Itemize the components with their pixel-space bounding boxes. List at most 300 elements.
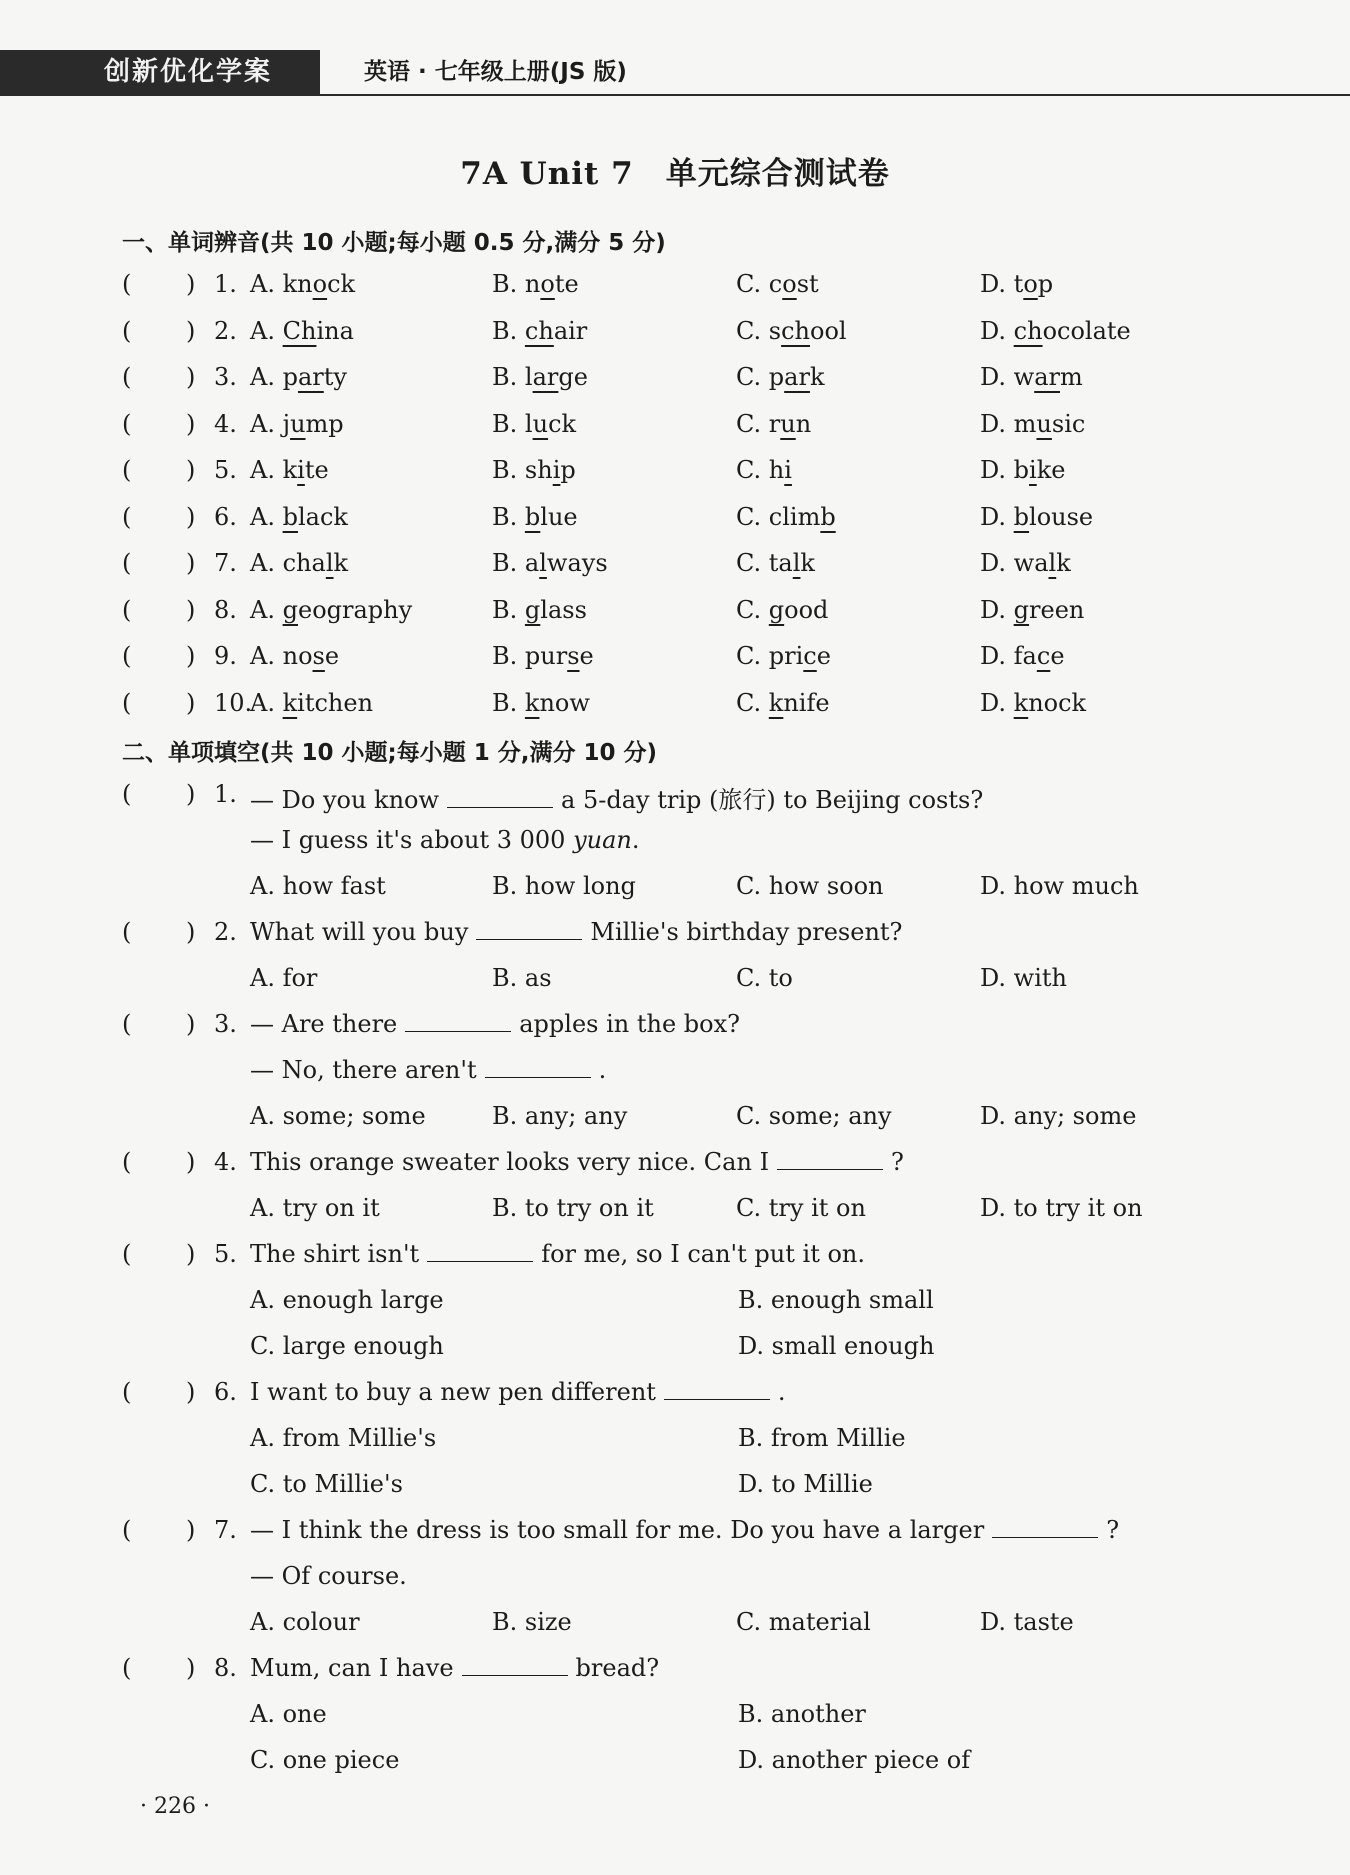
option-b[interactable]: B. enough small [738,1286,934,1314]
option-a[interactable]: A. for [250,964,318,992]
question-line [0,1562,1350,1608]
answer-paren-open[interactable]: ( [122,270,132,298]
option-b[interactable] [492,503,578,531]
option-d[interactable]: D. taste [980,1608,1074,1636]
question-number: 9. [214,642,237,670]
option-d[interactable] [980,410,1085,438]
answer-paren-open[interactable]: ( [122,642,132,670]
word-part: now [539,688,590,717]
answer-paren-open[interactable]: ( [122,1654,132,1682]
word-part: no [282,642,313,670]
word-part: fa [1013,642,1037,670]
question-row [0,317,1350,363]
option-row [0,1424,1350,1470]
question-number: 8. [214,595,237,624]
option-letter: D. [980,642,1007,670]
option-d[interactable] [980,596,1084,624]
option-c[interactable] [736,270,819,298]
underlined-letters: c [1036,642,1051,670]
option-b[interactable]: B. as [492,964,552,992]
question-row [0,270,1350,316]
underlined-letters: g [524,595,541,624]
word-part: m [1013,409,1037,438]
answer-paren-close: ) [186,1654,196,1682]
option-letter: B. [492,409,518,438]
option-a[interactable]: A. how fast [250,872,386,900]
word-part: ge [558,363,588,391]
question-stem: I want to buy a new pen different . [250,1378,786,1406]
option-a[interactable]: A. one [250,1700,327,1728]
option-c[interactable]: C. one piece [250,1746,400,1774]
option-c[interactable] [736,363,824,391]
option-c[interactable]: C. large enough [250,1332,444,1360]
option-d[interactable] [980,363,1083,391]
option-letter: C. [736,502,762,531]
option-letter: C. [736,409,762,438]
option-letter: C. [736,549,762,577]
option-b[interactable] [492,363,588,391]
question-number: 5. [214,1240,237,1268]
answer-paren-open[interactable]: ( [122,595,132,624]
option-letter: B. [492,549,518,577]
word-part: e [1050,642,1065,670]
underlined-letters: k [768,688,784,717]
underlined-letters: k [524,688,540,717]
option-letter: C. [736,688,762,717]
question-number: 1. [214,270,237,298]
option-b[interactable]: B. from Millie [738,1424,906,1452]
word-part: n [524,270,541,298]
option-letter: B. [492,316,518,345]
answer-paren-close: ) [186,363,196,391]
option-letter: D. [980,595,1007,624]
word-part: e [579,642,594,670]
option-letter: B. [492,595,518,624]
question-row [0,363,1350,409]
option-row [0,1470,1350,1516]
word-part: te [304,456,329,484]
answer-paren-open[interactable]: ( [122,1010,132,1038]
word-part: lack [297,502,348,531]
question-row [0,1010,1350,1056]
option-letter: A. [250,270,275,298]
underlined-letters: i [297,456,305,484]
underlined-letters: b [282,502,298,531]
word-part: nock [1028,688,1087,717]
question-line [0,826,1350,872]
underlined-letters: g [768,595,785,624]
option-d[interactable]: D. how much [980,872,1139,900]
option-a[interactable] [250,363,347,391]
answer-paren-close: ) [186,1240,196,1268]
word-part: eography [297,595,413,624]
option-c[interactable] [736,596,828,624]
question-number: 2. [214,918,237,946]
word-part: sh [524,456,553,484]
option-a[interactable]: A. try on it [250,1194,380,1222]
answer-paren-close: ) [186,1378,196,1406]
underlined-letters: u [290,409,306,438]
option-letter: D. [980,456,1007,484]
option-a[interactable]: A. from Millie's [250,1424,437,1452]
option-letter: A. [250,549,275,577]
question-row [0,1654,1350,1700]
answer-paren-open[interactable]: ( [122,918,132,946]
word-part: ck [548,409,577,438]
underlined-letters: b [820,502,836,531]
option-letter: B. [492,502,518,531]
question-stem: — Do you know a 5-day trip (旅行) to Beijing costs? [250,786,984,814]
question-stem: — I think the dress is too small for me. Do you have a larger ? [250,1516,1120,1544]
option-c[interactable] [736,549,815,577]
option-b[interactable] [492,456,576,484]
option-d[interactable] [980,642,1065,670]
question-stem: Mum, can I have bread? [250,1654,660,1682]
word-part: t [1013,270,1024,298]
option-a[interactable] [250,596,412,624]
option-d[interactable]: D. to try it on [980,1194,1143,1222]
underlined-letters: ch [524,316,554,345]
underlined-letters: l [792,549,801,577]
page-number: · 226 · [140,1794,210,1819]
question-number: 6. [214,502,237,531]
option-letter: A. [250,316,275,345]
option-row [0,872,1350,918]
answer-paren-open[interactable]: ( [122,502,132,531]
word-part: p [560,456,576,484]
option-a[interactable] [250,642,339,670]
option-c[interactable] [736,689,830,717]
option-letter: C. [736,642,762,670]
option-letter: A. [250,502,275,531]
word-part: st [796,270,819,298]
option-c[interactable]: C. to Millie's [250,1470,403,1498]
option-a[interactable] [250,689,373,717]
question-stem: This orange sweater looks very nice. Can I ? [250,1148,904,1176]
question-number: 4. [214,409,237,438]
answer-blank[interactable] [447,787,553,808]
answer-blank[interactable] [476,919,582,940]
underlined-letters: g [1013,595,1030,624]
word-part: j [282,409,291,438]
underlined-letters: l [1048,549,1057,577]
option-c[interactable] [736,642,831,670]
word-part: ke [1036,456,1066,484]
option-letter: D. [980,688,1007,717]
header-rule [0,94,1350,96]
underlined-letters: u [532,409,549,438]
answer-paren-open[interactable]: ( [122,1148,132,1176]
underlined-letters: k [282,688,298,717]
word-part: kn [282,270,313,298]
word-part: ood [784,595,829,624]
question-row [0,1378,1350,1424]
word-part: m [1059,363,1083,391]
word-part: w [1013,363,1035,391]
word-part: l [524,409,533,438]
option-row [0,1194,1350,1240]
option-d[interactable] [980,317,1131,345]
option-c[interactable] [736,456,792,484]
option-a[interactable] [250,503,348,531]
word-part: k [333,549,349,577]
option-a[interactable] [250,456,329,484]
answer-paren-close: ) [186,918,196,946]
option-a[interactable] [250,270,355,298]
option-row [0,1608,1350,1654]
option-b[interactable]: B. size [492,1608,572,1636]
question-number: 10. [214,688,253,717]
underlined-letters: o [540,270,555,298]
option-letter: D. [980,549,1007,577]
word-part: cha [282,549,326,577]
underlined-letters: o [782,270,797,298]
question-stem-line2: — Of course. [250,1562,407,1590]
underlined-letters: ar [784,363,810,391]
option-letter: C. [736,456,762,484]
option-letter: A. [250,688,275,717]
question-number: 4. [214,1148,237,1176]
question-stem: What will you buy Millie's birthday present? [250,918,903,946]
question-line [0,1056,1350,1102]
question-number: 3. [214,1010,237,1038]
option-letter: C. [736,270,762,298]
question-row [0,642,1350,688]
underlined-letters: ar [297,363,324,391]
answer-paren-open[interactable]: ( [122,363,132,391]
option-c[interactable]: C. some; any [736,1102,892,1130]
question-stem: — Are there apples in the box? [250,1010,741,1038]
option-b[interactable] [492,596,587,624]
word-part: a [524,549,540,577]
option-letter: B. [492,688,518,717]
word-part: wa [1013,549,1049,577]
word-part: ck [327,270,356,298]
underlined-letters: k [1013,688,1029,717]
answer-paren-open[interactable]: ( [122,549,132,577]
answer-paren-open[interactable]: ( [122,688,132,717]
option-c[interactable] [736,410,811,438]
underlined-letters: c [803,642,817,670]
answer-paren-open[interactable]: ( [122,409,132,438]
word-part: ta [768,549,793,577]
word-part: p [282,363,298,391]
underlined-letters: ch [1013,316,1043,345]
word-part: itchen [297,688,374,717]
answer-blank[interactable] [485,1057,591,1078]
answer-blank[interactable] [992,1517,1098,1538]
option-a[interactable] [250,549,348,577]
question-number: 5. [214,456,237,484]
option-b[interactable]: B. how long [492,872,636,900]
question-number: 8. [214,1654,237,1682]
underlined-letters: b [524,502,541,531]
option-letter: A. [250,363,275,391]
option-d[interactable] [980,549,1071,577]
option-d[interactable] [980,689,1086,717]
word-part: h [768,456,785,484]
option-b[interactable] [492,410,576,438]
option-row [0,1102,1350,1148]
underlined-letters: ar [532,363,559,391]
question-number: 7. [214,1516,237,1544]
underlined-letters: i [784,456,792,484]
option-b[interactable]: B. any; any [492,1102,628,1130]
option-b[interactable]: B. to try on it [492,1194,654,1222]
word-part: ocolate [1042,316,1131,345]
option-d[interactable]: D. any; some [980,1102,1137,1130]
option-d[interactable]: D. to Millie [738,1470,873,1498]
word-part: b [1013,456,1030,484]
answer-blank[interactable] [427,1241,533,1262]
question-row [0,410,1350,456]
word-part: k [282,456,298,484]
question-row [0,1516,1350,1562]
word-part: p [1037,270,1054,298]
option-row [0,1700,1350,1746]
question-number: 2. [214,316,237,345]
answer-paren-close: ) [186,549,196,577]
option-d[interactable]: D. with [980,964,1067,992]
option-b[interactable]: B. another [738,1700,866,1728]
word-part: air [553,316,588,345]
option-letter: B. [492,363,518,391]
header-subject: 英语 · 七年级上册(JS 版) [364,59,627,85]
option-letter: D. [980,316,1007,345]
word-part: lass [540,595,587,624]
option-letter: D. [980,270,1007,298]
answer-blank[interactable] [777,1149,883,1170]
header-brand: 创新优化学案 [0,50,320,94]
underlined-letters: ch [781,316,811,345]
option-letter: C. [736,595,762,624]
answer-paren-open[interactable]: ( [122,1240,132,1268]
word-part: ways [546,549,608,577]
question-row [0,780,1350,826]
word-part: clim [768,502,821,531]
question-stem-line2: — I guess it's about 3 000 yuan. [250,826,640,854]
answer-paren-close: ) [186,642,196,670]
question-row [0,596,1350,642]
word-part: k [800,549,815,577]
word-part: n [795,409,812,438]
question-number: 7. [214,549,237,577]
underlined-letters: s [567,642,580,670]
word-part: c [768,270,783,298]
word-part: ina [316,316,354,345]
word-part: reen [1029,595,1085,624]
option-c[interactable]: C. to [736,964,793,992]
answer-paren-open[interactable]: ( [122,780,132,808]
underlined-letters: l [325,549,334,577]
option-row [0,964,1350,1010]
word-part: pur [524,642,568,670]
option-b[interactable] [492,270,579,298]
option-letter: A. [250,456,275,484]
question-row [0,503,1350,549]
option-b[interactable] [492,642,594,670]
question-stem-line2: — No, there aren't . [250,1056,607,1084]
option-row [0,1746,1350,1792]
option-d[interactable] [980,270,1053,298]
word-part: nife [783,688,830,717]
answer-blank[interactable] [462,1655,568,1676]
question-row [0,456,1350,502]
option-row [0,1286,1350,1332]
option-a[interactable]: A. colour [250,1608,360,1636]
answer-paren-close: ) [186,1010,196,1038]
underlined-letters: ar [1034,363,1060,391]
page-header [0,50,1350,96]
option-b[interactable] [492,689,590,717]
option-letter: D. [980,409,1007,438]
option-c[interactable]: C. try it on [736,1194,866,1222]
option-d[interactable]: D. another piece of [738,1746,971,1774]
option-a[interactable] [250,317,354,345]
option-c[interactable] [736,317,847,345]
word-part: l [524,363,533,391]
option-letter: B. [492,456,518,484]
question-stem: The shirt isn't for me, so I can't put it on. [250,1240,865,1268]
underlined-letters: o [1023,270,1038,298]
word-part: ool [810,316,847,345]
underlined-letters: i [1029,456,1037,484]
underlined-letters: u [1036,409,1052,438]
answer-paren-open[interactable]: ( [122,1516,132,1544]
option-letter: A. [250,642,275,670]
question-number: 6. [214,1378,237,1406]
option-d[interactable] [980,456,1065,484]
answer-paren-close: ) [186,456,196,484]
option-letter: C. [736,316,762,345]
option-d[interactable]: D. small enough [738,1332,935,1360]
option-c[interactable]: C. how soon [736,872,884,900]
option-a[interactable]: A. some; some [250,1102,426,1130]
option-d[interactable] [980,503,1093,531]
word-part: pri [768,642,804,670]
question-row [0,689,1350,735]
answer-paren-close: ) [186,595,196,624]
answer-blank[interactable] [405,1011,511,1032]
option-a[interactable]: A. enough large [250,1286,444,1314]
question-number: 1. [214,780,237,808]
option-letter: D. [980,502,1007,531]
underlined-letters: g [282,595,298,624]
answer-paren-close: ) [186,502,196,531]
underlined-letters: l [539,549,547,577]
word-part: lue [540,502,578,531]
question-number: 3. [214,363,237,391]
option-c[interactable]: C. material [736,1608,871,1636]
option-a[interactable] [250,410,344,438]
answer-paren-open[interactable]: ( [122,456,132,484]
test-title: 7A Unit 7 单元综合测试卷 [460,156,890,192]
answer-paren-open[interactable]: ( [122,316,132,345]
question-row [0,1148,1350,1194]
answer-paren-open[interactable]: ( [122,1378,132,1406]
answer-paren-close: ) [186,1516,196,1544]
underlined-letters: o [312,270,328,298]
option-letter: B. [492,270,518,298]
answer-blank[interactable] [664,1379,770,1400]
option-c[interactable] [736,503,836,531]
answer-paren-close: ) [186,1148,196,1176]
word-part: sic [1051,409,1086,438]
option-b[interactable] [492,549,608,577]
option-b[interactable] [492,317,587,345]
word-part: te [554,270,579,298]
underlined-letters: Ch [282,316,317,345]
